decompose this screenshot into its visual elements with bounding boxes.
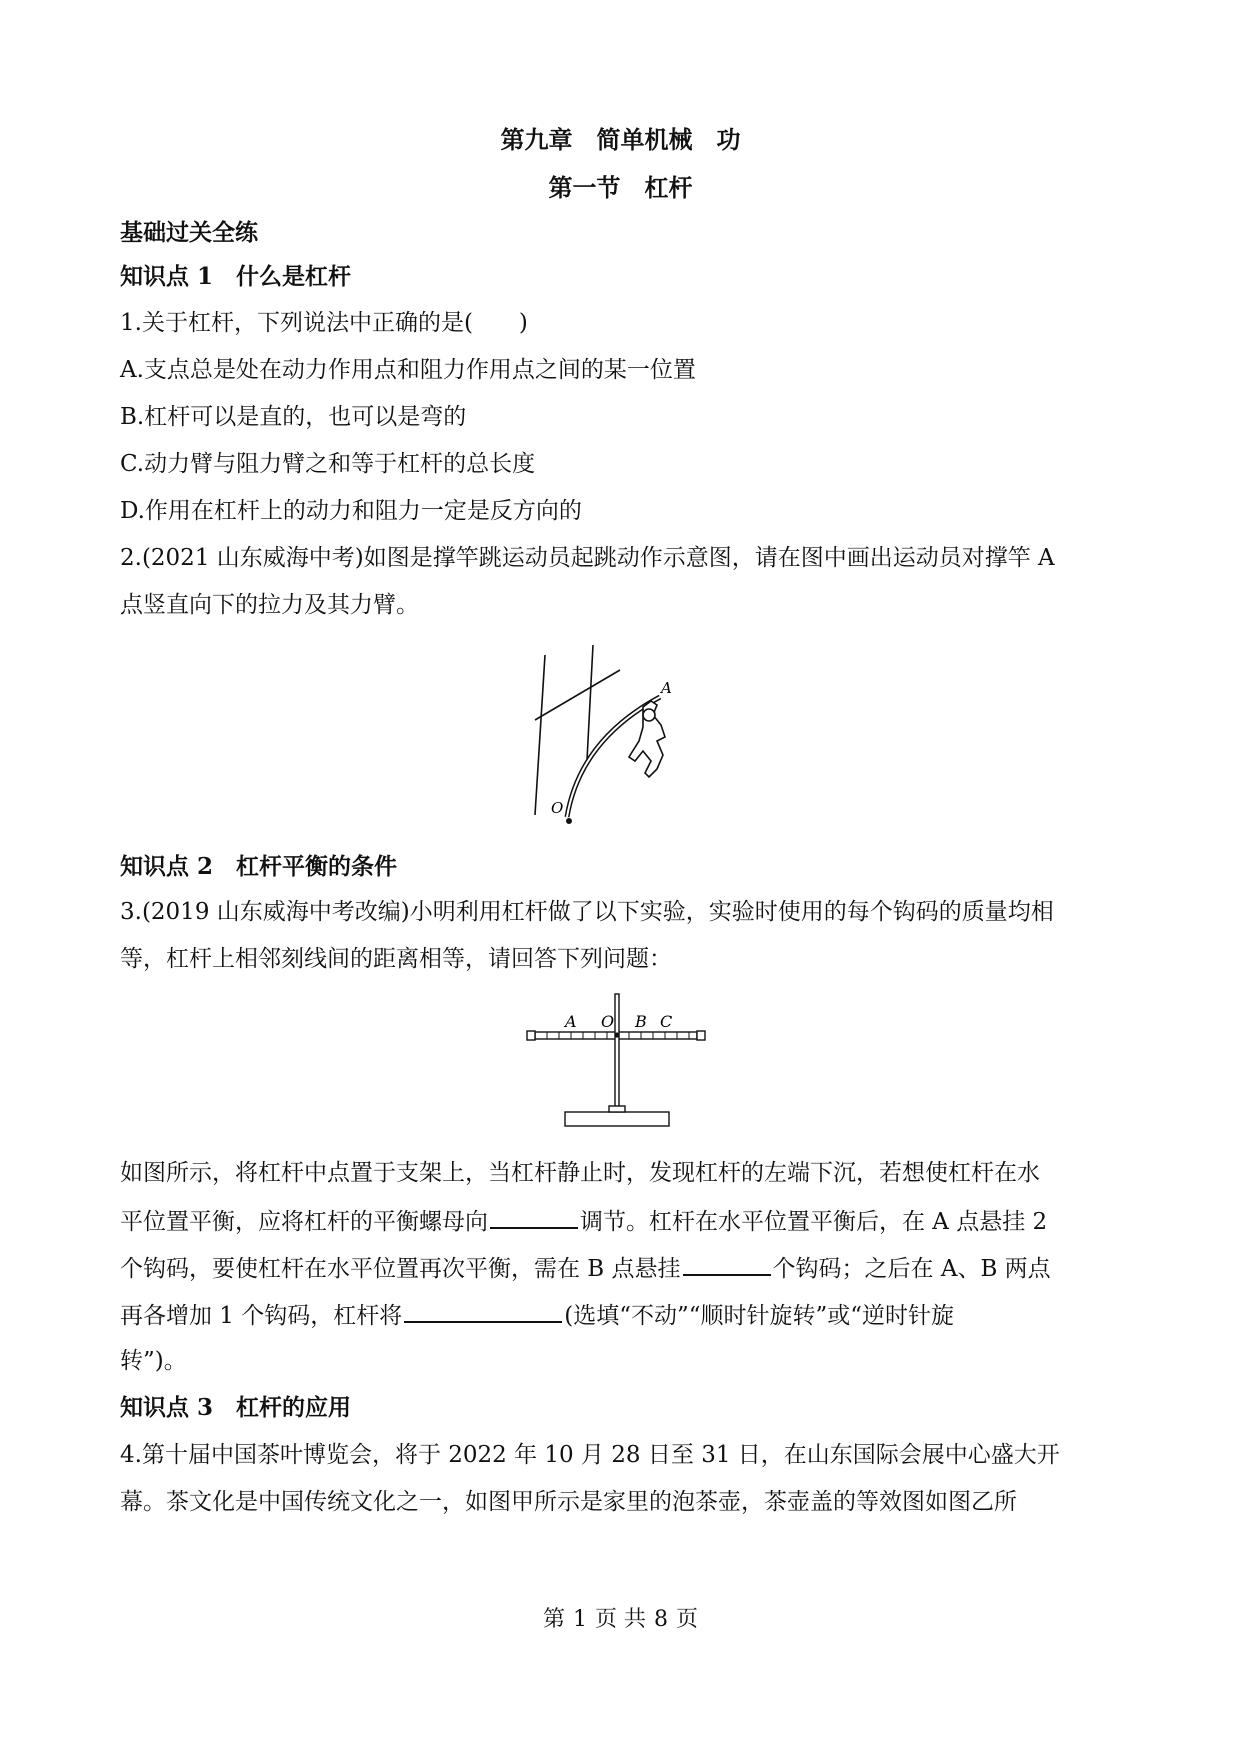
support-base — [565, 1112, 669, 1126]
question-3-paragraph-5: 转”)。 — [120, 1348, 187, 1374]
question-3-paragraph-1: 如图所示，将杠杆中点置于支架上，当杠杆静止时，发现杠杆的左端下沉，若想使杠杆在水 — [120, 1160, 1040, 1186]
question-3-paragraph-3: 个钩码，要使杠杆在水平位置再次平衡，需在 B 点悬挂 个钩码；之后在 A、B 两点 — [120, 1252, 1130, 1284]
page-number: 1 — [573, 1607, 587, 1632]
knowledge-point-2: 知识点 2 杠杆平衡的条件 — [120, 853, 398, 880]
question-1-option-b: B.杠杆可以是直的，也可以是弯的 — [120, 404, 467, 430]
question-4-line-2: 幕。茶文化是中国传统文化之一，如图甲所示是家里的泡茶壶，茶壶盖的等效图如图乙所 — [120, 1489, 1017, 1515]
total-pages: 8 — [654, 1607, 668, 1632]
question-1-stem: 1.关于杠杆，下列说法中正确的是( ) — [120, 310, 528, 336]
page-footer: 第 1 页 共 8 页 — [542, 1607, 699, 1632]
lever-apparatus-figure — [525, 992, 715, 1130]
knowledge-point-1: 知识点 1 什么是杠杆 — [120, 263, 352, 290]
question-2-line-2: 点竖直向下的拉力及其力臂。 — [120, 592, 419, 618]
pole-stand-right — [587, 645, 593, 760]
question-3-line-2: 等，杠杆上相邻刻线间的距离相等，请回答下列问题： — [120, 946, 672, 972]
question-1-option-a: A.支点总是处在动力作用点和阻力作用点之间的某一位置 — [120, 357, 696, 383]
question-1-option-c: C.动力臂与阻力臂之和等于杠杆的总长度 — [120, 451, 536, 477]
question-1-option-d: D.作用在杠杆上的动力和阻力一定是反方向的 — [120, 498, 582, 524]
question-3-paragraph-4: 再各增加 1 个钩码，杠杆将 (选填“不动”“顺时针旋转”或“逆时针旋 — [120, 1299, 1130, 1331]
label-a: A — [565, 1012, 577, 1031]
pole-vault-figure — [525, 645, 725, 830]
support-post — [615, 994, 619, 1112]
pole-stand-left — [535, 655, 545, 815]
question-3-line-1: 3.(2019 山东威海中考改编)小明利用杠杆做了以下实验，实验时使用的每个钩码的质量均相 — [120, 899, 1054, 925]
section-title: 第一节 杠杆 — [548, 173, 693, 202]
question-2-line-1: 2.(2021 山东威海中考)如图是撑竿跳运动员起跳动作示意图，请在图中画出运动员对撑竿 A — [120, 545, 1055, 571]
question-3-paragraph-2: 平位置平衡，应将杠杆的平衡螺母向 调节。杠杆在水平位置平衡后，在 A 点悬挂 2 — [120, 1205, 1130, 1237]
label-b: B — [635, 1012, 647, 1031]
label-c: C — [660, 1012, 673, 1031]
answer-blank-1[interactable] — [490, 1205, 578, 1229]
crossbar — [535, 670, 620, 720]
practice-heading: 基础过关全练 — [120, 219, 258, 246]
label-o: O — [601, 1012, 615, 1031]
label-a: A — [661, 679, 672, 697]
point-o — [566, 818, 572, 824]
chapter-title: 第九章 简单机械 功 — [500, 125, 741, 154]
label-o: O — [551, 799, 564, 817]
question-4-line-1: 4.第十届中国茶叶博览会，将于 2022 年 10 月 28 日至 31 日，在山东国际会展中心盛大开 — [120, 1442, 1060, 1468]
answer-blank-3[interactable] — [404, 1299, 562, 1323]
answer-blank-2[interactable] — [683, 1252, 771, 1276]
pivot — [614, 1032, 619, 1037]
knowledge-point-3: 知识点 3 杠杆的应用 — [120, 1394, 352, 1421]
